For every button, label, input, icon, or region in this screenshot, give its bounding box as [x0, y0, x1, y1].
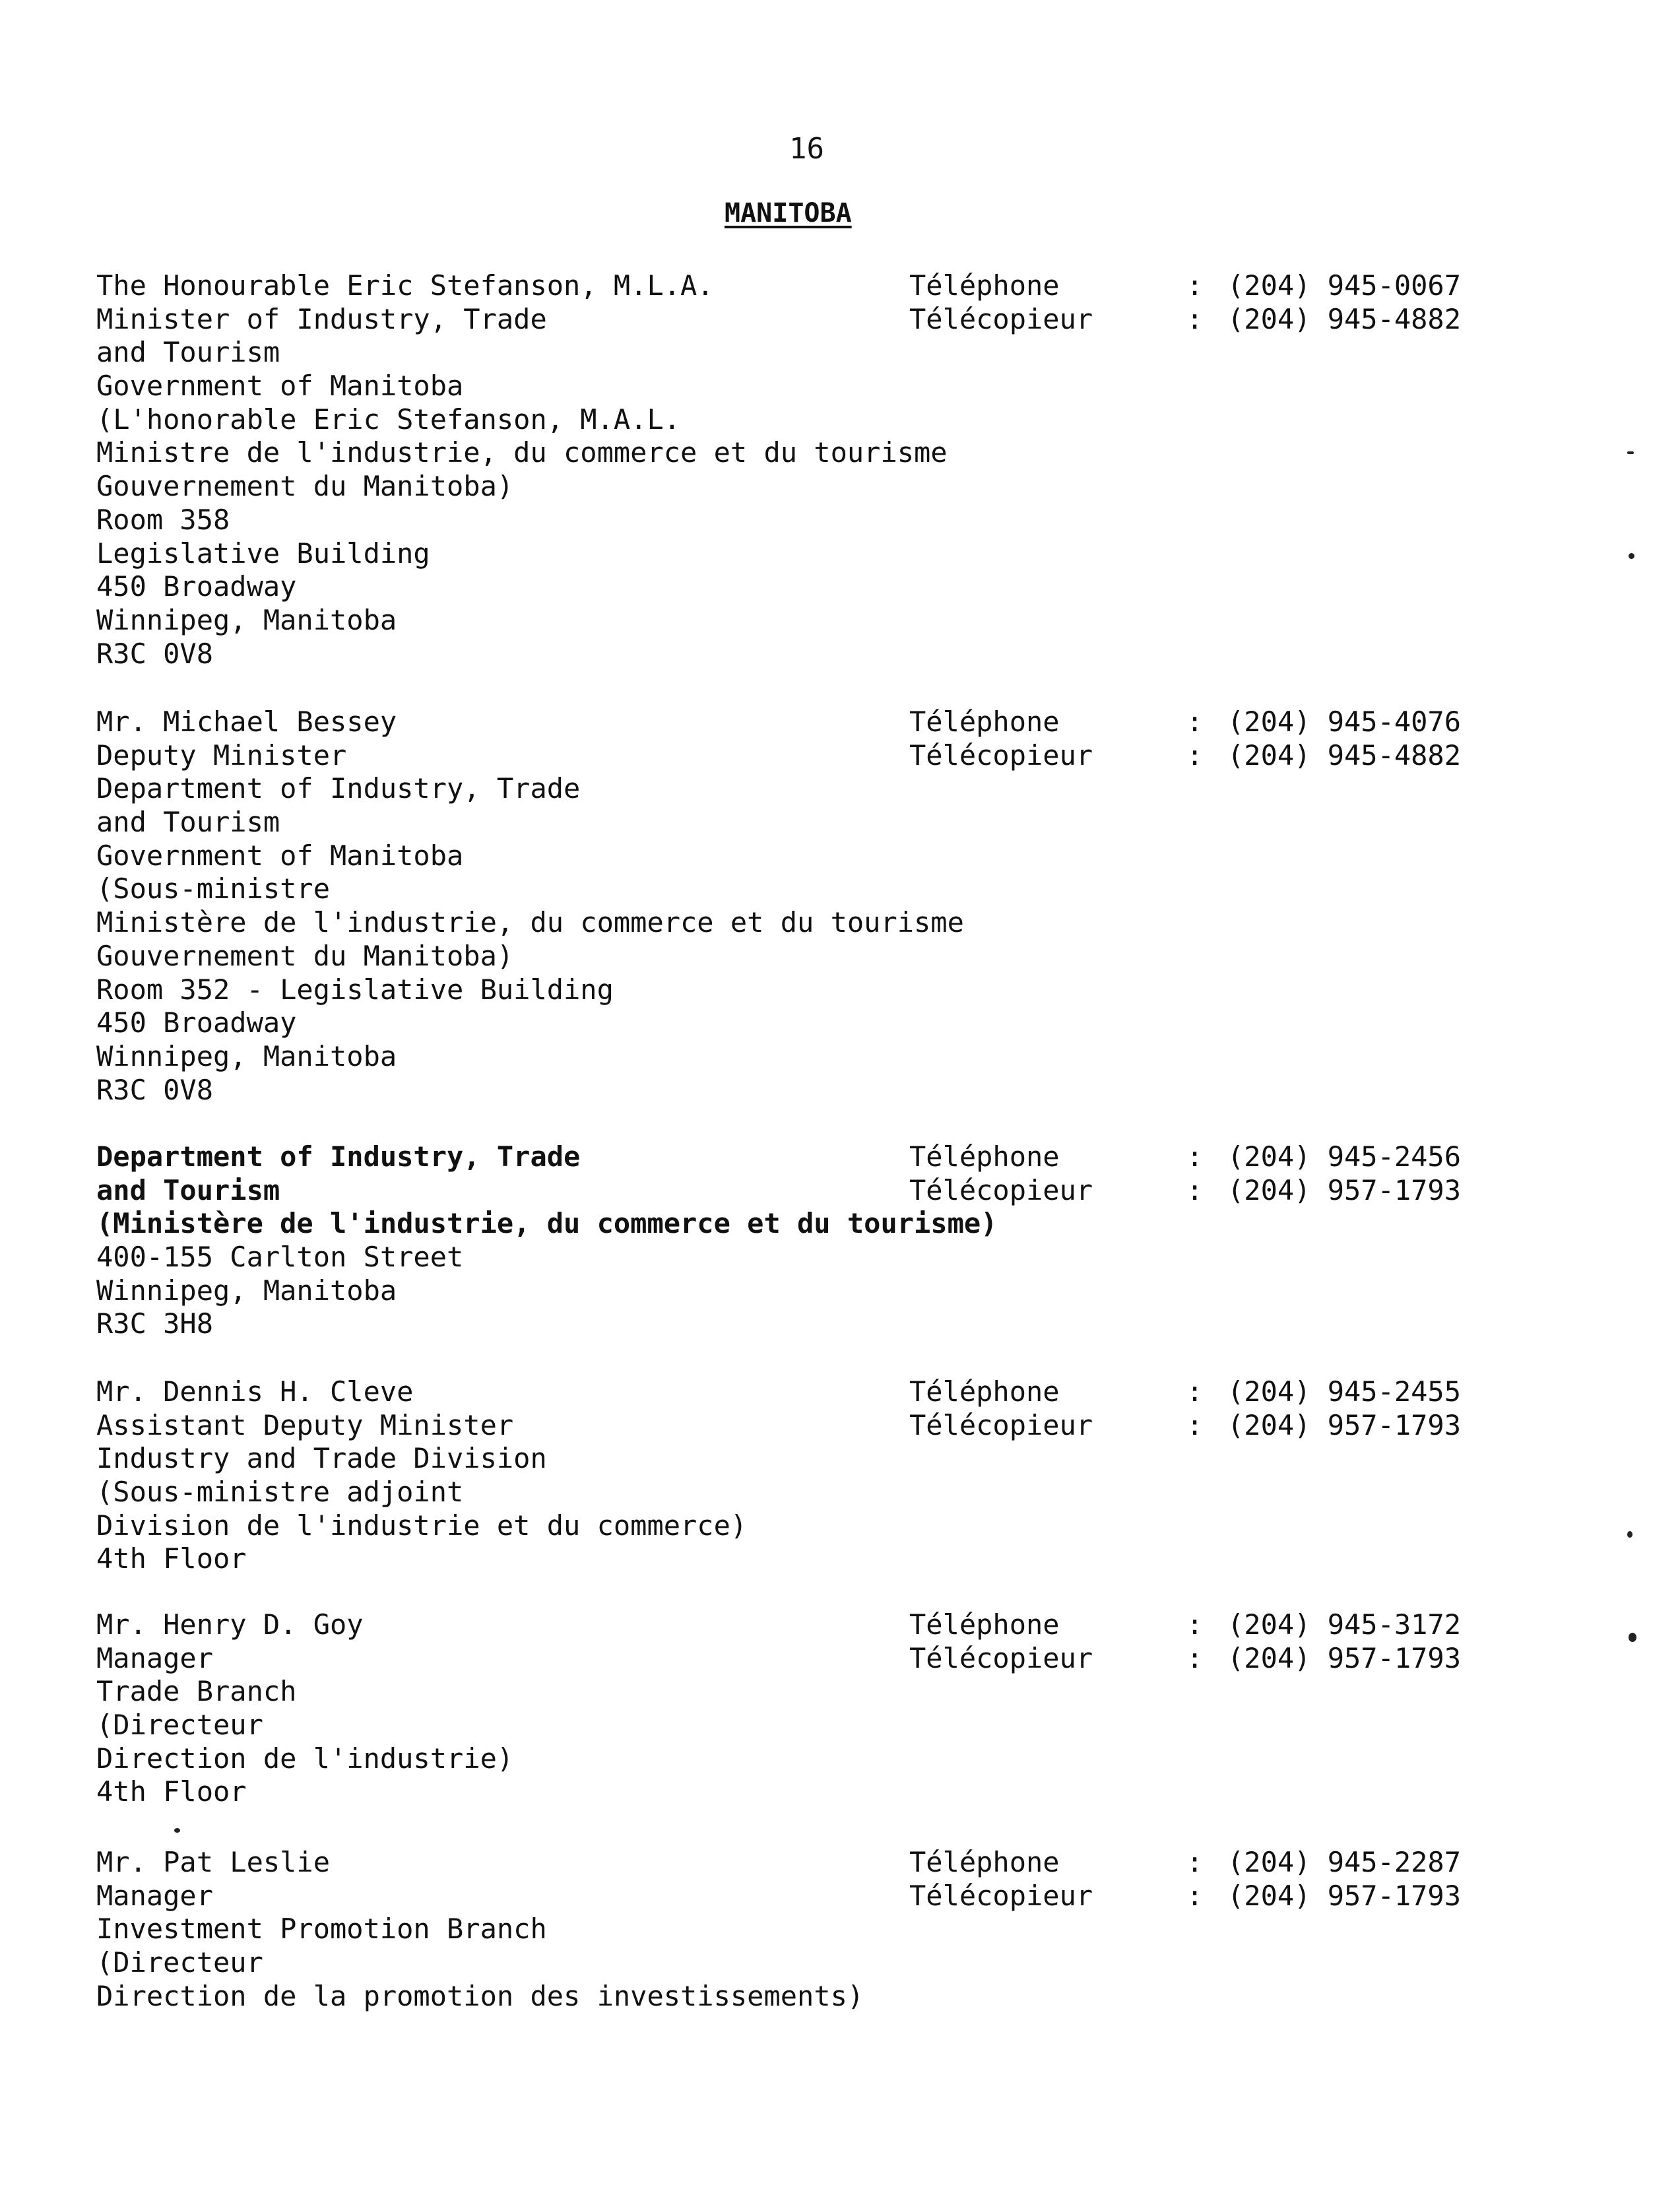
- fax-row: [909, 1642, 1461, 1676]
- separator: :: [1186, 1846, 1204, 1878]
- page-number: 16: [789, 132, 824, 166]
- telephone-label: Téléphone: [909, 1608, 1060, 1641]
- telephone-row: [909, 1375, 1461, 1409]
- telephone-row: [909, 1846, 1461, 1880]
- contact-block: [909, 1608, 1461, 1675]
- separator: :: [1186, 1608, 1204, 1641]
- entry-line: Investment Promotion Branch: [96, 1913, 547, 1946]
- fax-number: (204) 945-4882: [1227, 738, 1462, 771]
- entry-line: Gouvernement du Manitoba): [96, 470, 514, 503]
- fax-row: [909, 303, 1461, 337]
- entry-line: Mr. Michael Bessey: [96, 705, 397, 738]
- fax-label: Télécopieur: [909, 302, 1093, 335]
- entry-line: 400-155 Carlton Street: [96, 1241, 464, 1274]
- fax-number: (204) 957-1793: [1227, 1641, 1462, 1674]
- scan-speck: [1627, 451, 1634, 454]
- entry-line: Government of Manitoba: [96, 370, 464, 403]
- fax-label: Télécopieur: [909, 1641, 1093, 1674]
- department-name-line: Department of Industry, Trade: [96, 1140, 581, 1173]
- entry-line: Gouvernement du Manitoba): [96, 939, 514, 972]
- entry-line: Trade Branch: [96, 1675, 297, 1708]
- fax-row: [909, 1174, 1461, 1208]
- entry-line: Room 358: [96, 503, 230, 536]
- entry-line: Deputy Minister: [96, 738, 347, 771]
- entry-line: (Directeur: [96, 1946, 263, 1979]
- telephone-label: Téléphone: [909, 1140, 1060, 1173]
- entry-line: Mr. Henry D. Goy: [96, 1608, 364, 1641]
- entry-line: 450 Broadway: [96, 1006, 297, 1039]
- entry-line: R3C 0V8: [96, 1073, 214, 1106]
- entry-line: Winnipeg, Manitoba: [96, 1039, 397, 1072]
- contact-block: [909, 705, 1461, 772]
- fax-number: (204) 957-1793: [1227, 1173, 1462, 1206]
- scan-speck: [174, 1828, 180, 1833]
- entry-line: (Directeur: [96, 1709, 263, 1742]
- entry-line: and Tourism: [96, 806, 280, 839]
- telephone-label: Téléphone: [909, 269, 1060, 302]
- contact-block: [909, 1140, 1461, 1207]
- entry-line: 450 Broadway: [96, 570, 297, 603]
- contact-block: [909, 1846, 1461, 1913]
- scan-speck: [1629, 1633, 1636, 1642]
- scan-speck: [1629, 553, 1634, 559]
- telephone-number: (204) 945-2456: [1227, 1140, 1462, 1173]
- entry-line: R3C 3H8: [96, 1307, 214, 1340]
- entry-line: Room 352 - Legislative Building: [96, 973, 614, 1006]
- fax-number: (204) 957-1793: [1227, 1408, 1462, 1441]
- entry-line: Manager: [96, 1641, 214, 1674]
- telephone-number: (204) 945-2455: [1227, 1375, 1462, 1408]
- separator: :: [1186, 269, 1204, 302]
- contact-block: [909, 269, 1461, 336]
- entry-line: The Honourable Eric Stefanson, M.L.A.: [96, 269, 714, 302]
- department-name-line: (Ministère de l'industrie, du commerce et du tourisme): [96, 1207, 998, 1240]
- telephone-row: [909, 269, 1461, 303]
- entry-line: R3C 0V8: [96, 637, 214, 670]
- entry-line: Winnipeg, Manitoba: [96, 1274, 397, 1307]
- entry-line: 4th Floor: [96, 1775, 247, 1808]
- fax-label: Télécopieur: [909, 738, 1093, 771]
- fax-number: (204) 957-1793: [1227, 1879, 1462, 1912]
- entry-line: Ministère de l'industrie, du commerce et du tourisme: [96, 906, 964, 939]
- fax-row: [909, 1880, 1461, 1913]
- entry-line: Mr. Pat Leslie: [96, 1846, 331, 1878]
- fax-row: [909, 1409, 1461, 1443]
- telephone-row: [909, 1140, 1461, 1174]
- entry-line: Industry and Trade Division: [96, 1442, 547, 1475]
- separator: :: [1186, 1879, 1204, 1912]
- entry-line: Legislative Building: [96, 537, 430, 570]
- entry-line: Manager: [96, 1879, 214, 1912]
- entry-line: 4th Floor: [96, 1542, 247, 1575]
- separator: :: [1186, 1375, 1204, 1408]
- entry-line: Assistant Deputy Minister: [96, 1408, 514, 1441]
- entry-line: and Tourism: [96, 336, 280, 369]
- separator: :: [1186, 1173, 1204, 1206]
- fax-number: (204) 945-4882: [1227, 302, 1462, 335]
- telephone-row: [909, 705, 1461, 739]
- entry-line: Winnipeg, Manitoba: [96, 603, 397, 636]
- telephone-label: Téléphone: [909, 705, 1060, 738]
- entry-line: Division de l'industrie et du commerce): [96, 1509, 748, 1542]
- entry-line: Mr. Dennis H. Cleve: [96, 1375, 414, 1408]
- contact-block: [909, 1375, 1461, 1442]
- separator: :: [1186, 738, 1204, 771]
- fax-label: Télécopieur: [909, 1879, 1093, 1912]
- telephone-number: (204) 945-4076: [1227, 705, 1462, 738]
- separator: :: [1186, 302, 1204, 335]
- entry-line: Direction de l'industrie): [96, 1742, 514, 1775]
- separator: :: [1186, 705, 1204, 738]
- section-heading: MANITOBA: [725, 198, 852, 228]
- separator: :: [1186, 1140, 1204, 1173]
- department-name-line: and Tourism: [96, 1173, 280, 1206]
- telephone-row: [909, 1608, 1461, 1642]
- entry-line: Department of Industry, Trade: [96, 772, 581, 805]
- entry-line: (L'honorable Eric Stefanson, M.A.L.: [96, 403, 681, 436]
- entry-line: Minister of Industry, Trade: [96, 302, 547, 335]
- telephone-label: Téléphone: [909, 1375, 1060, 1408]
- scan-speck: [1627, 1531, 1632, 1538]
- separator: :: [1186, 1641, 1204, 1674]
- entry-line: Ministre de l'industrie, du commerce et du tourisme: [96, 436, 948, 469]
- fax-label: Télécopieur: [909, 1173, 1093, 1206]
- separator: :: [1186, 1408, 1204, 1441]
- fax-label: Télécopieur: [909, 1408, 1093, 1441]
- telephone-number: (204) 945-0067: [1227, 269, 1462, 302]
- telephone-number: (204) 945-2287: [1227, 1846, 1462, 1878]
- entry-line: Direction de la promotion des investissements): [96, 1979, 864, 2012]
- entry-line: Government of Manitoba: [96, 839, 464, 872]
- entry-line: (Sous-ministre adjoint: [96, 1476, 464, 1509]
- telephone-number: (204) 945-3172: [1227, 1608, 1462, 1641]
- fax-row: [909, 739, 1461, 773]
- entry-line: (Sous-ministre: [96, 872, 331, 905]
- telephone-label: Téléphone: [909, 1846, 1060, 1878]
